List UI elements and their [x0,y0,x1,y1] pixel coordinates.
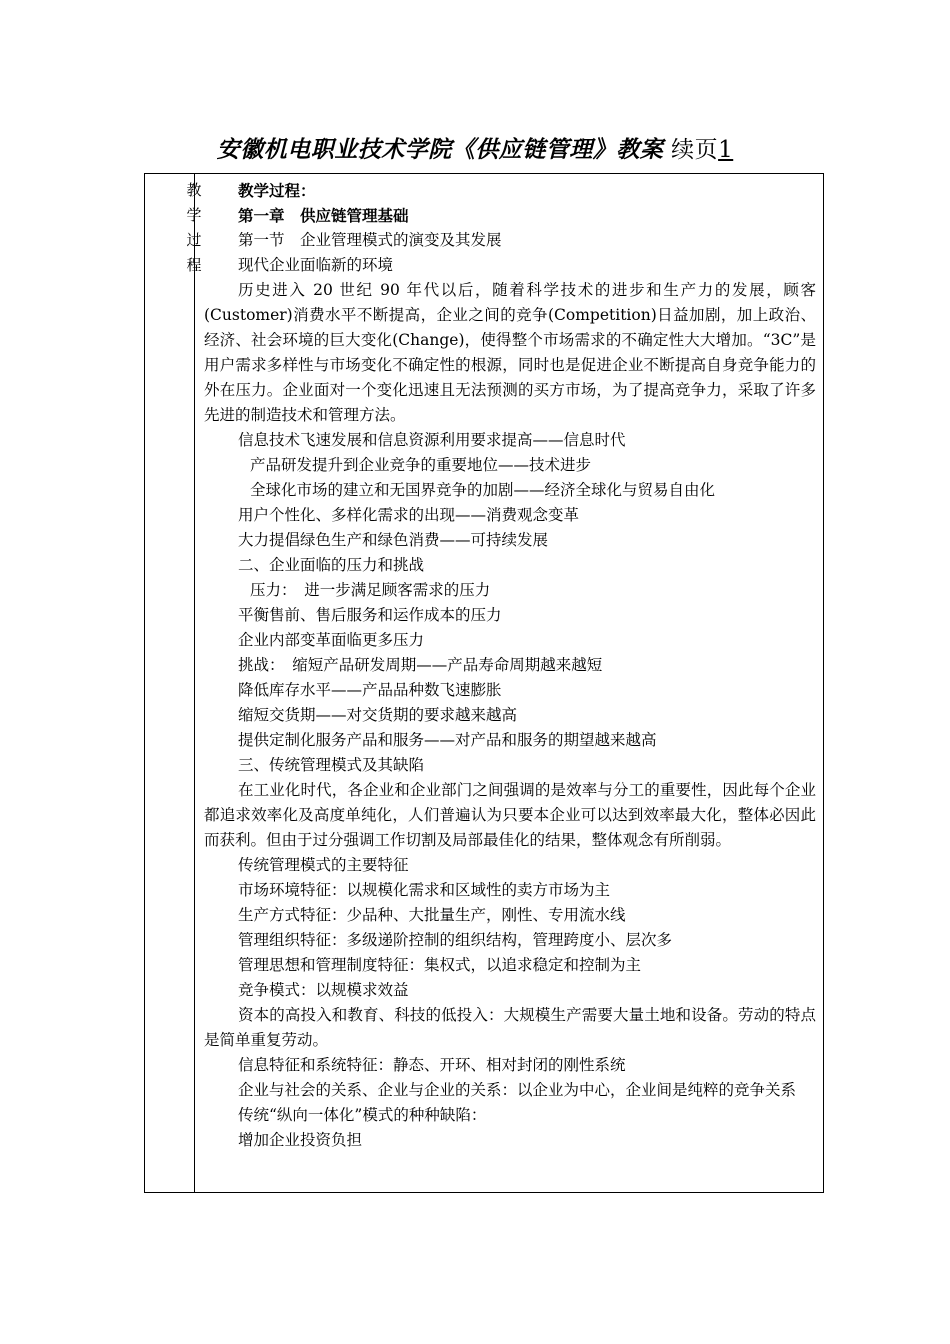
content-line: 用户个性化、多样化需求的出现——消费观念变革 [238,506,580,524]
content-line: 管理组织特征：多级递阶控制的组织结构，管理跨度小、层次多 [238,931,673,949]
content-line: 二、企业面临的压力和挑战 [238,556,425,574]
header-continued: 续页 [671,137,719,163]
content-line: 信息特征和系统特征：静态、开环、相对封闭的刚性系统 [238,1056,626,1074]
content-line: 第一章 供应链管理基础 [238,206,409,225]
lesson-content [204,178,816,1153]
content-line: 市场环境特征：以规模化需求和区域性的卖方市场为主 [238,881,611,899]
content-line: 三、传统管理模式及其缺陷 [238,756,425,774]
content-line: 历史进入 20 世纪 90 年代以后，随着科学技术的进步和生产力的发展，顾客(Customer)消费水平不断提高，企业之间的竞争(Competition)日益加剧，加上政治、经济、社会环境的巨大变化(Change)，使得整个市场需求的不确定性大大增加。“3C”是用户需求多样性与市场变化不确定性的根源，同时也是促进企业不断提高自身竞争能力的外在压力。企业面对一个变化迅速且无法预测的买方市场，为了提高竞争力，采取了许多先进的制造技术和管理方法。 [204,281,816,424]
content-line: 在工业化时代，各企业和企业部门之间强调的是效率与分工的重要性，因此每个企业都追求效率化及高度单纯化，人们普遍认为只要本企业可以达到效率最大化，整体必因此而获利。但由于过分强调工作切割及局部最佳化的结果，整体观念有所削弱。 [204,781,816,849]
content-line: 提供定制化服务产品和服务——对产品和服务的期望越来越高 [238,731,657,749]
content-line: 大力提倡绿色生产和绿色消费——可持续发展 [238,531,549,549]
content-line: 产品研发提升到企业竞争的重要地位——技术进步 [250,456,592,474]
content-line: 企业内部变革面临更多压力 [238,631,425,649]
content-line: 传统“纵向一体化”模式的种种缺陷： [238,1106,487,1124]
content-line: 竞争模式：以规模求效益 [238,981,409,999]
content-line: 资本的高投入和教育、科技的低投入：大规模生产需要大量土地和设备。劳动的特点是简单重复劳动。 [204,1006,816,1049]
content-line: 信息技术飞速发展和信息资源利用要求提高——信息时代 [238,431,626,449]
content-line: 生产方式特征：少品种、大批量生产，刚性、专用流水线 [238,906,626,924]
side-label-char: 程 [186,256,202,274]
header-title: 安徽机电职业技术学院《供应链管理》教案 [216,136,664,163]
side-label-char: 教 [186,181,202,199]
content-line: 现代企业面临新的环境 [238,256,394,274]
side-label-char: 过 [186,231,202,249]
content-line: 压力： 进一步满足顾客需求的压力 [250,581,491,599]
side-label-column [186,178,202,278]
content-line: 挑战： 缩短产品研发周期——产品寿命周期越来越短 [238,656,603,674]
content-line: 管理思想和管理制度特征：集权式，以追求稳定和控制为主 [238,956,642,974]
content-line: 平衡售前、售后服务和运作成本的压力 [238,606,502,624]
side-label-char: 学 [186,206,202,224]
content-line: 第一节 企业管理模式的演变及其发展 [238,231,502,249]
header-page-number: 1 [718,137,734,163]
content-line: 全球化市场的建立和无国界竞争的加剧——经济全球化与贸易自由化 [250,481,716,499]
document-header [0,134,950,166]
column-divider [194,173,195,1193]
content-line: 传统管理模式的主要特征 [238,856,409,874]
content-line: 增加企业投资负担 [238,1131,363,1149]
content-line: 教学过程： [238,181,316,200]
content-line: 降低库存水平——产品品种数飞速膨胀 [238,681,502,699]
content-line: 企业与社会的关系、企业与企业的关系：以企业为中心，企业间是纯粹的竞争关系 [238,1081,797,1099]
content-line: 缩短交货期——对交货期的要求越来越高 [238,706,518,724]
